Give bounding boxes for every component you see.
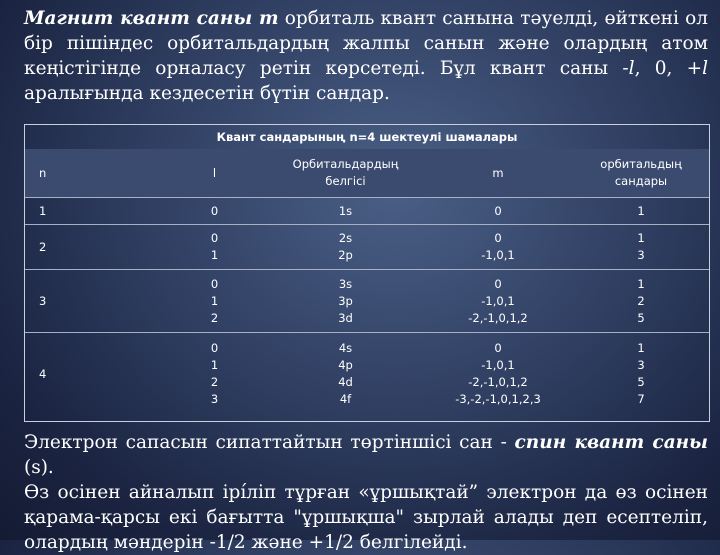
header-count-line2: сандары: [614, 174, 668, 188]
cell-m: [423, 225, 573, 270]
cell-value: 4s: [338, 341, 353, 355]
cell-value: 5: [637, 310, 645, 325]
header-orbital-symbol: [268, 149, 423, 198]
header-orbital-line2: белгісі: [325, 174, 366, 188]
spin-quantum-number-term: спин квант саны: [514, 432, 708, 453]
cell-value: 3p: [338, 293, 353, 308]
cell-l: [161, 198, 268, 225]
table-row: [25, 198, 709, 225]
outro-paragraph-2: Өз осінен айналып ірі́ліп тұрған «ұршықтай” электрон да өз осінен қарама-қарсы екі бағытта "ұршықша" зырлай алады деп есептеліп, олардың мәндерін -1/2 және +1/2 белгілейді.: [24, 482, 708, 553]
cell-n: 4: [25, 333, 161, 416]
quantum-numbers-table: [24, 124, 710, 422]
intro-lead: Магнит квант саны m: [24, 8, 279, 29]
cell-m: [423, 270, 573, 333]
header-m: m: [423, 149, 573, 198]
cell-count: [573, 333, 709, 416]
cell-value: 1: [637, 341, 645, 355]
header-l: l: [161, 149, 268, 198]
table-row: [25, 225, 709, 270]
cell-value: 0: [210, 276, 219, 291]
cell-value: 3d: [338, 310, 353, 325]
cell-value: 4f: [339, 392, 352, 406]
intro-l-symbol-2: l: [702, 58, 708, 79]
cell-value: 0: [494, 276, 502, 291]
header-orbital-line1: Орбитальдардың: [292, 157, 399, 171]
outro-text-a: Электрон сапасын сипаттайтын төртіншісі сан -: [24, 432, 515, 453]
cell-value: 2p: [338, 248, 353, 262]
cell-value: -1,0,1: [481, 293, 515, 308]
intro-text-1: орбиталь квант санына тәуелді, өйткені ол бір пішіндес орбитальдардың жалпы санын және олардың атом кеңістігінде орналасу ретін көрсетеді. Бұл квант саны -: [24, 8, 709, 79]
cell-orbital: [268, 198, 423, 225]
header-orbital-count: [573, 149, 709, 198]
cell-value: 2: [637, 293, 645, 308]
cell-orbital: [268, 225, 423, 270]
cell-value: 4p: [338, 358, 353, 372]
cell-l: [161, 333, 268, 416]
table-grid: [25, 149, 709, 415]
cell-value: 1s: [338, 203, 353, 218]
cell-value: -2,-1,0,1,2: [468, 375, 528, 389]
cell-value: 0: [494, 341, 502, 355]
cell-value: 3s: [338, 276, 353, 291]
cell-value: -1,0,1: [481, 358, 515, 372]
cell-value: 3: [210, 392, 219, 406]
cell-count: [573, 198, 709, 225]
outro-text-c: (s).: [24, 457, 54, 478]
cell-value: 3: [637, 248, 645, 262]
cell-value: 1: [637, 276, 645, 291]
cell-value: 1: [637, 231, 645, 245]
intro-paragraph: [24, 6, 708, 106]
outro-paragraph-1: [24, 430, 708, 480]
cell-value: 1: [210, 248, 219, 262]
cell-value: 1: [210, 293, 219, 308]
table-row: [25, 333, 709, 416]
cell-value: 0: [210, 341, 219, 355]
cell-orbital: [268, 333, 423, 416]
cell-value: 2: [210, 310, 219, 325]
intro-l-symbol-1: l: [628, 58, 635, 79]
cell-value: 2: [210, 375, 219, 389]
cell-l: [161, 225, 268, 270]
cell-value: 3: [637, 358, 645, 372]
cell-count: [573, 270, 709, 333]
outro-text: [24, 430, 708, 555]
cell-value: 1: [637, 203, 645, 218]
cell-n: 2: [25, 225, 161, 270]
table-row: [25, 270, 709, 333]
cell-value: 0: [210, 203, 219, 218]
cell-l: [161, 270, 268, 333]
cell-value: 1: [210, 358, 219, 372]
table-caption: Квант сандарының n=4 шектеулі шамалары: [216, 130, 518, 144]
cell-value: -2,-1,0,1,2: [468, 310, 528, 325]
cell-value: 0: [494, 203, 502, 218]
cell-value: -1,0,1: [481, 248, 515, 262]
cell-value: 0: [210, 231, 219, 245]
cell-count: [573, 225, 709, 270]
cell-n: 3: [25, 270, 161, 333]
cell-n: 1: [25, 198, 161, 225]
cell-m: [423, 198, 573, 225]
cell-value: -3,-2,-1,0,1,2,3: [455, 392, 541, 406]
cell-m: [423, 333, 573, 416]
cell-value: 0: [494, 231, 502, 245]
header-n: n: [25, 149, 161, 198]
cell-value: 5: [637, 375, 645, 389]
cell-value: 7: [637, 392, 645, 406]
cell-value: 2s: [338, 231, 353, 245]
header-count-line1: орбитальдың: [600, 157, 682, 171]
cell-value: 4d: [338, 375, 353, 389]
intro-text-3: аралығында кездесетін бүтін сандар.: [24, 83, 390, 104]
intro-text-2: , 0, +: [634, 58, 703, 79]
cell-orbital: [268, 270, 423, 333]
